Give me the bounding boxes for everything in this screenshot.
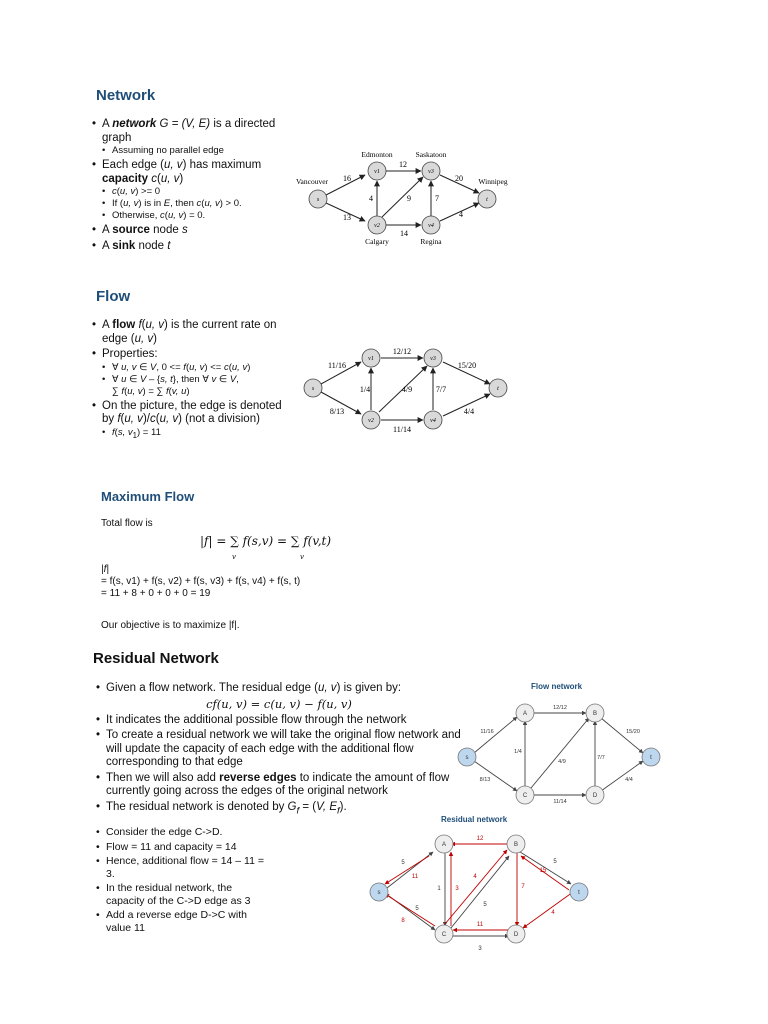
sum-index: v <box>300 553 304 561</box>
example-bullet: • Hence, additional flow = 14 – 11 = 3. <box>96 855 271 880</box>
edge-label: 11/16 <box>328 361 346 370</box>
node-label: v4 <box>430 418 436 424</box>
flow-network-graph <box>455 695 670 807</box>
max-flow-title: Maximum Flow <box>101 489 195 504</box>
flow-bullet: • A flow f(u, v) is the current rate on edge (u, v) <box>92 319 290 346</box>
edge-label: 4 <box>551 910 555 916</box>
max-flow-line3: = 11 + 8 + 0 + 0 + 0 = 19 <box>101 588 211 599</box>
residual-title: Residual Network <box>93 650 219 667</box>
edge-label: 7/7 <box>435 385 447 394</box>
edge-label: 1 <box>437 886 441 892</box>
node-label: v1 <box>368 356 374 362</box>
flow-bullet: • ∀ u, v ∈ V, 0 <= f(u, v) <= c(u, v) <box>92 362 290 374</box>
edge-label: 12 <box>476 836 484 842</box>
node-label: D <box>592 793 598 799</box>
residual-network-graph <box>365 830 605 955</box>
node-label: A <box>522 711 528 717</box>
residual-bullet: • Then we will also add reverse edges to indicate the amount of flow currently going across the edges of the original network <box>96 772 462 799</box>
node-label: A <box>441 842 447 848</box>
node-label: v2 <box>368 418 374 424</box>
network-graph <box>285 145 515 250</box>
network-bullet: • Each edge (u, v) has maximum capacity c(u, v) <box>92 159 297 186</box>
edge-label: 13 <box>343 213 351 222</box>
network-bullets <box>92 118 297 253</box>
max-flow-formula: |f| = ∑ f(s,v) = ∑ f(v,t) <box>200 534 332 548</box>
edge-label: 5 <box>401 860 405 866</box>
residual-example-bullets <box>96 826 271 934</box>
residual-bullet: • To create a residual network we will take the original flow network and will update the capacity of each edge with the additional flow corresponding to that edge <box>96 729 462 770</box>
edge-label: 15/20 <box>457 361 477 370</box>
edge-label: 1/4 <box>359 385 371 394</box>
edge-label: 11/16 <box>480 729 494 735</box>
flow-bullet: • On the picture, the edge is denoted by f(u, v)/c(u, v) (not a division) <box>92 400 290 427</box>
edge-label: 7 <box>435 194 439 203</box>
node-label: t <box>486 197 488 203</box>
edge-label: 20 <box>455 174 463 183</box>
network-bullet: • Otherwise, c(u, v) = 0. <box>92 210 297 222</box>
node-label: C <box>522 793 528 799</box>
node-label: s <box>377 890 381 896</box>
city-label: Saskatoon <box>415 150 447 159</box>
edge-label: 1/4 <box>514 749 522 755</box>
node-label: t <box>650 755 652 761</box>
residual-bullet: • The residual network is denoted by $G_f = (V$, $E_f$). <box>96 801 462 818</box>
city-label: Calgary <box>365 237 389 246</box>
node-label: D <box>513 932 519 938</box>
network-bullet: • Assuming no parallel edge <box>92 145 297 157</box>
node-label: v2 <box>374 223 380 229</box>
node-label: v3 <box>430 356 436 362</box>
network-bullet: • If (u, v) is in E, then c(u, v) > 0. <box>92 198 297 210</box>
edge-label: 15/20 <box>626 729 640 735</box>
node-label: s <box>311 386 315 392</box>
flow-bullet: • ∀ u ∈ V – {s, t}, then ∀ v ∈ V, ∑ f(u, v) = ∑ f(v, u) <box>92 374 290 398</box>
max-flow-line1: |f| <box>101 564 109 575</box>
flow-bullets <box>92 319 290 441</box>
edge-label: 4/4 <box>625 777 633 783</box>
node-label: s <box>316 197 320 203</box>
edge-label: 3 <box>478 946 482 952</box>
city-label: Vancouver <box>295 177 329 186</box>
edge-label: 15 <box>539 868 547 874</box>
node-label: t <box>578 890 580 896</box>
edge-label: 8/13 <box>329 407 345 416</box>
network-bullet: • A sink node t <box>92 240 297 254</box>
edge-label: 11 <box>476 922 484 928</box>
example-bullet: • Add a reverse edge D->C with value 11 <box>96 909 271 934</box>
edge-label: 4/9 <box>401 385 413 394</box>
edge-label: 4 <box>369 194 373 203</box>
example-bullet: • Flow = 11 and capacity = 14 <box>96 841 271 854</box>
edge-label: 5 <box>553 859 557 865</box>
edge-label: 4/9 <box>558 759 566 765</box>
city-label: Edmonton <box>361 150 393 159</box>
edge-label: 11/14 <box>393 425 411 434</box>
node-label: v1 <box>374 169 380 175</box>
max-flow-intro: Total flow is <box>101 518 153 529</box>
edge-label: 12 <box>399 160 407 169</box>
node-label: v4 <box>428 223 434 229</box>
max-flow-objective: Our objective is to maximize |f|. <box>101 620 240 631</box>
edge-label: 16 <box>343 174 351 183</box>
city-label: Winnipeg <box>478 177 508 186</box>
flow-bullet: • Properties: <box>92 348 290 362</box>
node-label: B <box>513 842 519 848</box>
residual-bullet: • It indicates the additional possible flow through the network <box>96 714 462 728</box>
city-label: Regina <box>420 237 442 246</box>
edge-label: 9 <box>407 194 411 203</box>
edge-label: 11 <box>411 874 419 880</box>
network-bullet: • c(u, v) >= 0 <box>92 186 297 198</box>
flow-graph <box>295 340 520 440</box>
edge-label: 7 <box>521 884 525 890</box>
residual-bullets <box>96 682 462 817</box>
edge-label: 3 <box>455 886 459 892</box>
node-label: B <box>592 711 598 717</box>
edge-label: 8 <box>401 918 405 924</box>
node-label: t <box>497 386 499 392</box>
flow-network-title: Flow network <box>531 682 583 691</box>
flow-bullet: • f(s, $v_1) = 11$ <box>92 427 290 442</box>
node-label: s <box>465 755 469 761</box>
residual-bullet: • Given a flow network. The residual edge (u, v) is given by: <box>96 682 462 696</box>
sum-index: v <box>232 553 236 561</box>
edge-label: 4 <box>473 874 477 880</box>
example-bullet: • Consider the edge C->D. <box>96 826 271 839</box>
edge-label: 4/4 <box>463 407 475 416</box>
node-label: v3 <box>428 169 434 175</box>
edge-label: 12/12 <box>553 705 567 711</box>
edge-label: 4 <box>459 210 463 219</box>
network-bullet: • A network G = (V, E) is a directed graph <box>92 118 297 145</box>
example-bullet: • In the residual network, the capacity of the C->D edge as 3 <box>96 882 271 907</box>
node-label: C <box>441 932 447 938</box>
flow-title: Flow <box>96 288 131 305</box>
edge-label: 5 <box>415 906 419 912</box>
edge-label: 5 <box>483 902 487 908</box>
network-bullet: • A source node s <box>92 224 297 238</box>
edge-label: 8/13 <box>479 777 491 783</box>
max-flow-line2: = f(s, v1) + f(s, v2) + f(s, v3) + f(s, v4) + f(s, t) <box>101 576 301 587</box>
residual-formula: cf(u, v) = c(u, v) − f(u, v) <box>206 696 352 711</box>
edge-label: 12/12 <box>392 347 412 356</box>
edge-label: 14 <box>400 229 408 238</box>
network-title: Network <box>96 87 156 104</box>
residual-network-title: Residual network <box>441 815 508 824</box>
edge-label: 11/14 <box>553 799 567 805</box>
edge-label: 7/7 <box>597 755 605 761</box>
